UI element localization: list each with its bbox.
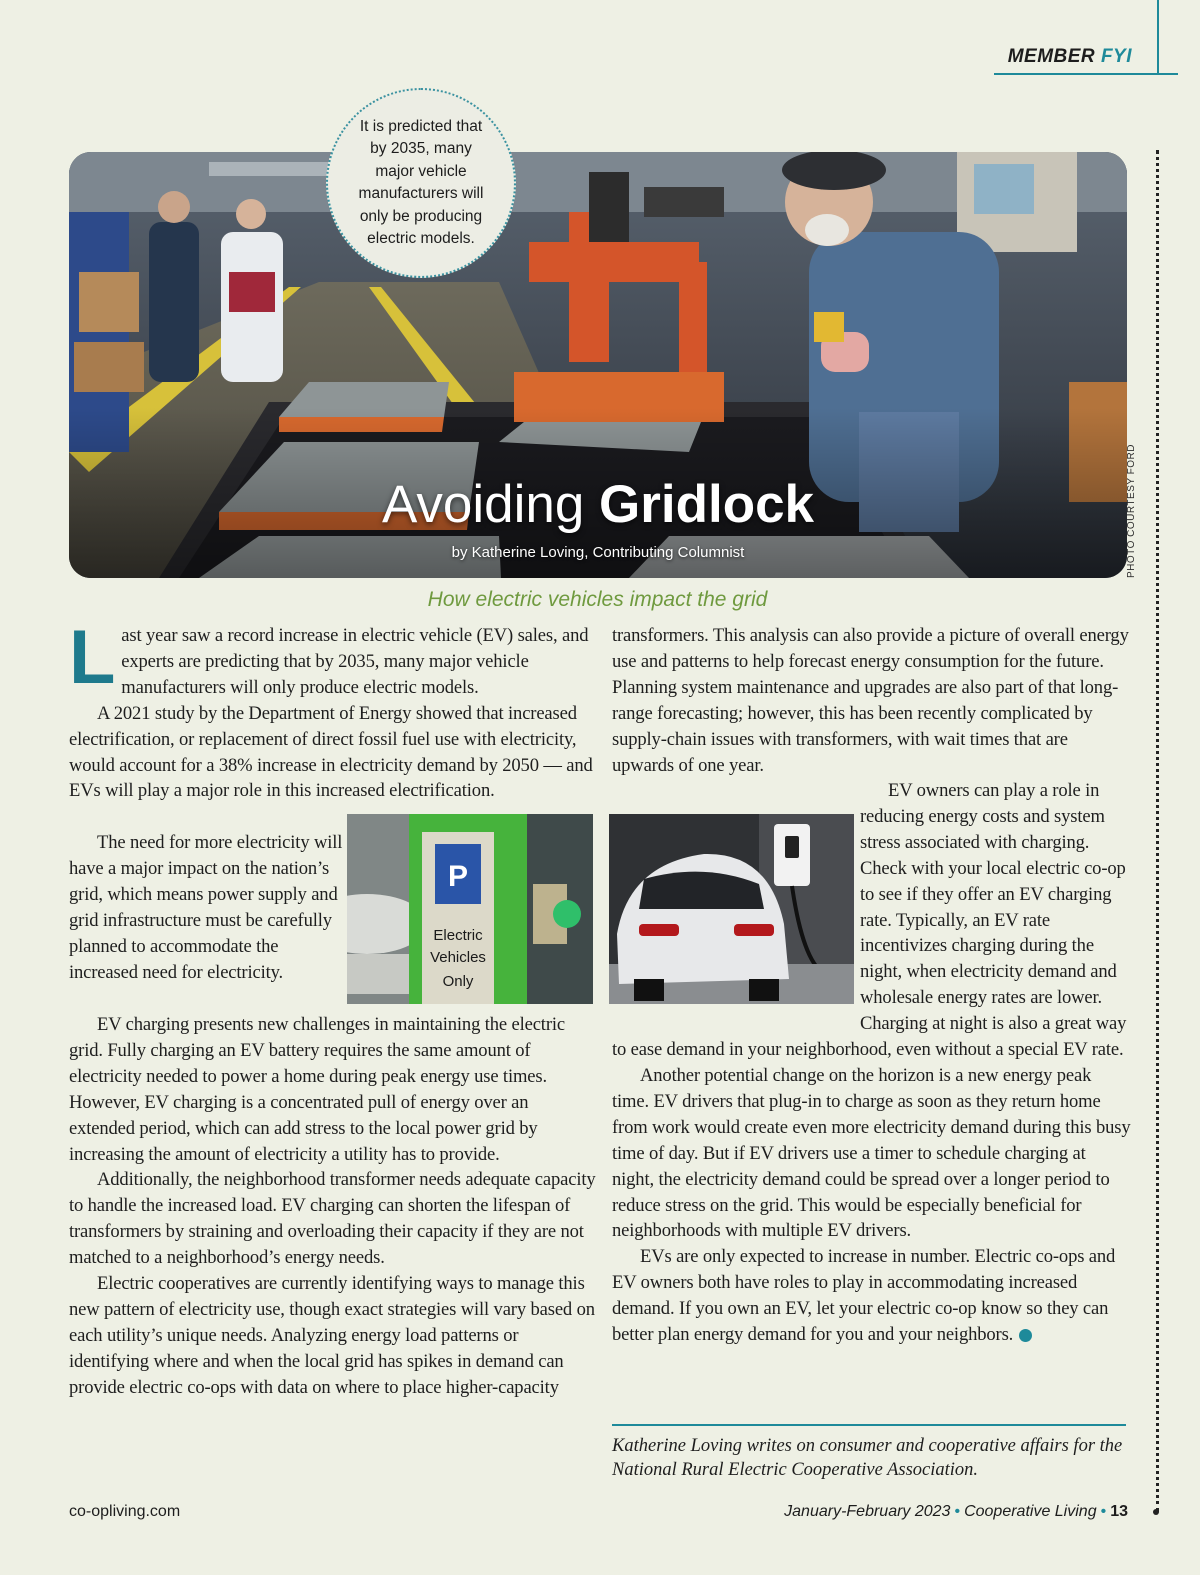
paragraph-4: EV charging presents new challenges in maintaining the electric grid. Fully charging an EV battery requires the same amount of electricity needed to power a home during peak energy use times. However, EV charging is a concentrated pull of energy over an extended period, which can add stress to the local power grid by increasing the amount of electricity a utility has to provide.	[69, 1014, 565, 1165]
header-rule-vertical	[1157, 0, 1159, 75]
sign-line-2: Vehicles	[430, 949, 486, 966]
title-bold: Gridlock	[599, 475, 815, 534]
drop-cap: L	[69, 615, 116, 700]
parking-sign-photo	[347, 814, 593, 1004]
footer-bullet	[1153, 1509, 1159, 1515]
paragraph-10	[612, 1244, 1132, 1348]
paragraph-10-text: EVs are only expected to increase in number. Electric co-ops and EV owners both have roles to play in accommodating increased demand. If you own an EV, let your electric co-op know so they can better plan energy demand for you and your neighbors.	[612, 1246, 1116, 1346]
column-right-middle	[612, 778, 1132, 1348]
byline: by Katherine Loving, Contributing Columnist	[451, 544, 745, 561]
footer-separator-dot: •	[954, 1503, 961, 1520]
end-mark-icon	[1019, 1329, 1032, 1342]
page-number: 13	[1110, 1503, 1128, 1520]
paragraph-7: transformers. This analysis can also provide a picture of overall energy use and patterns to help forecast energy consumption for the future. Planning system maintenance and upgrades are also part of that long-range forecasting; however, this has been recently complicated by supply-chain issues with transformers, with wait times that are upwards of one year.	[612, 625, 1129, 776]
section-word-fyi: FYI	[1100, 46, 1132, 67]
author-bio: Katherine Loving writes on consumer and cooperative affairs for the National Rural Electric Cooperative Association.	[612, 1436, 1123, 1480]
footer-folio	[784, 1503, 1128, 1521]
section-tag	[1008, 46, 1132, 68]
article-title	[69, 474, 1127, 535]
sign-line-1: Electric	[433, 927, 483, 944]
photo-credit: PHOTO COURTESY FORD	[1126, 444, 1137, 578]
image-spacer	[612, 812, 860, 1036]
footer-magazine: Cooperative Living	[964, 1503, 1097, 1520]
callout-text: It is predicted that by 2035, many major vehicle manufacturers will only be producing electric models.	[358, 117, 484, 247]
paragraph-8: EV owners can play a role in reducing energy costs and system stress associated with charging. Check with your local electric co-op to see if they offer an EV charging rate. Typically, an EV rate incentivizes charging during the night, when electricity demand and wholesale energy rates are lower. Charging at night is also a great way to ease demand in your neighborhood, even without a special EV rate.	[612, 780, 1127, 1061]
section-word-member: MEMBER	[1007, 46, 1096, 67]
article-subhead: How electric vehicles impact the grid	[427, 588, 768, 611]
footer-issue: January-February 2023	[784, 1503, 951, 1520]
margin-dotted-rule	[1156, 150, 1159, 1512]
column-left-top	[69, 615, 597, 804]
bio-rule	[612, 1424, 1126, 1426]
paragraph-2: A 2021 study by the Department of Energy showed that increased electrification, or replacement of direct fossil fuel use with electricity, would account for a 38% increase in electricity demand by 2050 — and EVs will play a major role in this increased electrification.	[69, 702, 593, 802]
footer-separator-dot: •	[1100, 1503, 1107, 1520]
callout-bubble	[326, 88, 516, 278]
header-rule	[994, 73, 1178, 75]
paragraph-5: Additionally, the neighborhood transformer needs adequate capacity to handle the increased load. EV charging can shorten the lifespan of transformers by straining and overloading their capacity if they are not matched to a neighborhood’s energy needs.	[69, 1169, 596, 1269]
paragraph-6: Electric cooperatives are currently identifying ways to manage this new pattern of electricity use, though exact strategies will vary based on each utility’s unique needs. Analyzing energy load patterns or identifying where and when the local grid has spikes in demand can provide electric co-ops with data on where to place higher-capacity	[69, 1273, 595, 1398]
column-left-bottom	[69, 1012, 597, 1401]
paragraph-9: Another potential change on the horizon is a new energy peak time. EV drivers that plug-in to charge as soon as they return home from work would create even more electricity demand during this busy time of day. But if EV drivers use a timer to schedule charging at night, the electricity demand could be spread over a longer period to reduce stress on the grid. This would be especially beneficial for neighborhoods with multiple EV drivers.	[612, 1064, 1131, 1242]
footer-website: co-opliving.com	[69, 1503, 181, 1520]
column-left-wrap	[69, 830, 344, 985]
paragraph-1: ast year saw a record increase in electric vehicle (EV) sales, and experts are predicting that by 2035, many major vehicle manufacturers will only produce electric models.	[121, 625, 589, 698]
column-right-top	[612, 623, 1132, 778]
paragraph-3: The need for more electricity will have a major impact on the nation’s grid, which means power supply and grid infrastructure must be carefully planned to accommodate the increased need for electricity.	[69, 832, 343, 983]
sign-letter: P	[447, 860, 469, 893]
sign-line-3: Only	[442, 973, 474, 990]
parking-sign-illustration	[347, 814, 593, 1004]
hero-photo	[69, 152, 1127, 578]
title-light: Avoiding	[381, 475, 600, 534]
